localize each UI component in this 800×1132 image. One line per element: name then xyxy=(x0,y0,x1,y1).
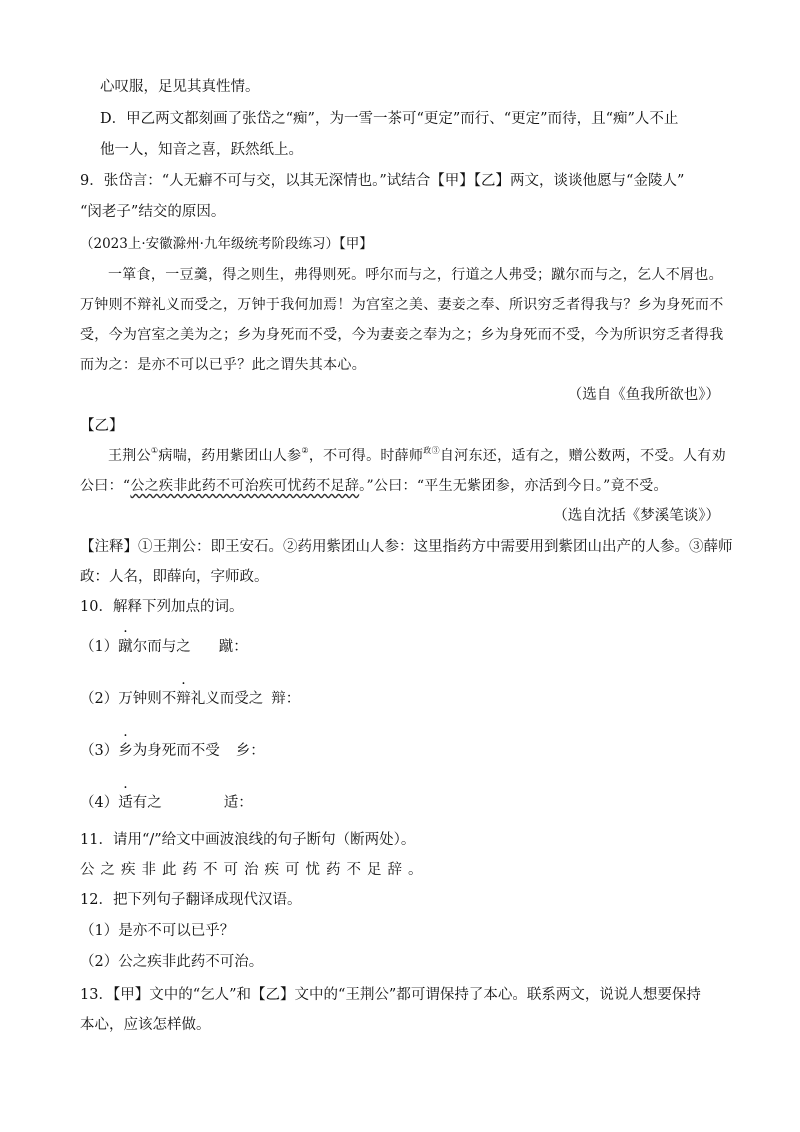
question-10-title: 10．解释下列加点的词。 xyxy=(80,599,244,615)
notes-line1: 【注释】①王荆公：即王安石。②药用紫团山人参：这里指药方中需要用到紫团山出产的人参。③薛师 xyxy=(80,539,733,555)
note-marker-3: 政③ xyxy=(423,446,440,455)
wavy-underlined-sentence: 公之疾非此药不可治疾可忧药不足辞 xyxy=(130,478,360,494)
option-d-line1: D．甲乙两文都刻画了张岱之“痴”，为一雪一茶可“更定”而行、“更定”而待，且“痴”人不止 xyxy=(100,111,679,127)
q10-item-4: （4）适有之 适： xyxy=(80,795,253,811)
yi-header: 【乙】 xyxy=(80,418,124,434)
question-12-item-2: （2）公之疾非此药不可治。 xyxy=(80,954,264,970)
note-marker-1: ① xyxy=(150,446,159,455)
jia-line3: 受，今为宫室之美为之；乡为身死而不受，今为妻妾之奉为之；乡为身死而不受，今为所识穷乏者得我 xyxy=(80,327,724,343)
jia-source: （选自《鱼我所欲也》） xyxy=(567,387,720,403)
answer-label: 蹴： xyxy=(218,639,248,655)
dotted-char: 辩 xyxy=(176,691,191,707)
q10-item-1: （1）蹴尔而与之 蹴： xyxy=(80,639,248,655)
question-9-line2: “闵老子”结交的原因。 xyxy=(80,204,226,220)
yi-line1: 王荆公①病喘，药用紫团山人参②，不可得。时薛师$^{政③}$自河东还，适有之，赠公数两，不受。人有劝 xyxy=(108,446,726,464)
yi-line2: 公曰：“公之疾非此药不可治疾可忧药不足辞。”公曰：“平生无紫团参，亦活到今日。”竟不受。 xyxy=(80,478,668,494)
option-d-line2: 他一人，知音之喜，跃然纸上。 xyxy=(100,142,303,158)
question-9-line1: 9．张岱言：“人无癖不可与交，以其无深情也。”试结合【甲】【乙】两文，谈谈他愿与“金陵人” xyxy=(80,173,685,189)
question-12-item-1: （1）是亦不可以已乎？ xyxy=(80,923,235,939)
question-13-line1: 13．【甲】文中的“乞人”和【乙】文中的“王荆公”都可谓保持了本心。联系两文，说说人想要保持 xyxy=(80,987,701,1003)
answer-label: 乡： xyxy=(235,743,265,759)
dotted-char: 适 xyxy=(118,795,133,811)
question-12-title: 12．把下列句子翻译成现代汉语。 xyxy=(80,892,302,908)
prev-answer-line: 心叹服，足见其真性情。 xyxy=(100,79,260,95)
q10-item-2: （2）万钟则不辩礼义而受之 辩： xyxy=(80,691,301,707)
question-11-title: 11．请用“/”给文中画波浪线的句子断句（断两处）。 xyxy=(80,832,416,848)
jia-line2: 万钟则不辩礼义而受之，万钟于我何加焉！为宫室之美、妻妾之奉、所识穷乏者得我与？乡为身死而不 xyxy=(80,297,724,313)
q10-item-3: （3）乡为身死而不受 乡： xyxy=(80,743,265,759)
notes-line2: 政：人名，即薛向，字师政。 xyxy=(80,569,269,585)
question-13-line2: 本心，应该怎样做。 xyxy=(80,1017,211,1033)
yi-source: （选自沈括《梦溪笔谈》） xyxy=(553,508,720,524)
answer-label: 辩： xyxy=(271,691,301,707)
answer-label: 适： xyxy=(223,795,253,811)
dotted-char: 蹴 xyxy=(118,639,133,655)
dotted-char: 乡 xyxy=(118,743,133,759)
source-header: （2023上·安徽滁州·九年级统考阶段练习）【甲】 xyxy=(80,236,373,252)
question-11-sentence: 公之疾非此药不可治疾可忧药不足辞。 xyxy=(80,862,429,878)
jia-line1: 一箪食，一豆羹，得之则生，弗得则死。呼尔而与之，行道之人弗受；蹴尔而与之，乞人不屑也。 xyxy=(108,267,723,283)
note-marker-2: ② xyxy=(301,446,309,455)
jia-line4: 而为之：是亦不可以已乎？此之谓失其本心。 xyxy=(80,357,366,373)
